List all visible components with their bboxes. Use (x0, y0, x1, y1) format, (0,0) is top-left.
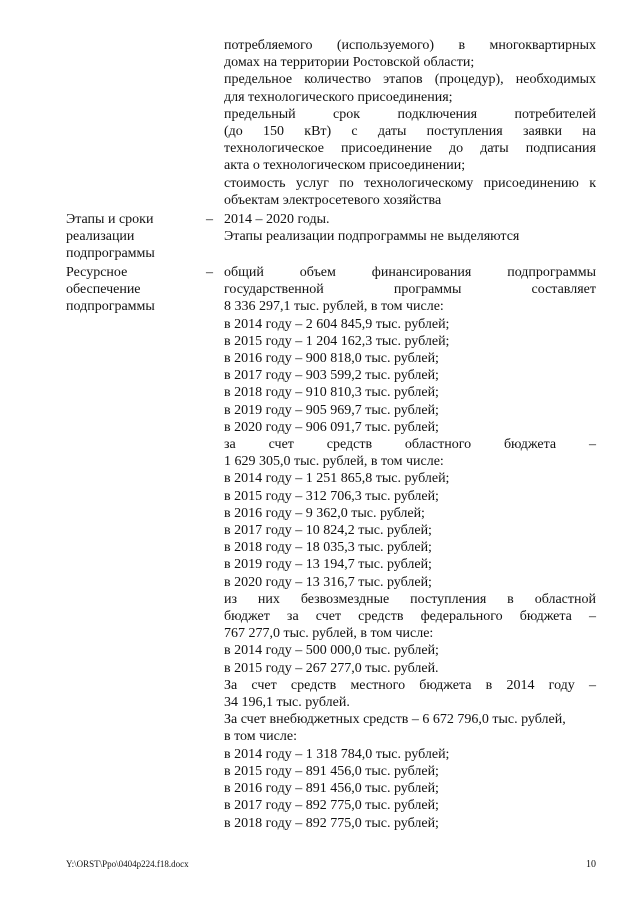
text-line: общий объем финансирования подпрограммы (224, 265, 596, 280)
text-line: в 2018 году – 18 035,3 тыс. рублей; (224, 540, 432, 556)
stages-dash: – (206, 212, 213, 227)
text-line: в 2020 году – 906 091,7 тыс. рублей; (224, 419, 439, 435)
text-line: За счет средств местного бюджета в 2014 году – (224, 677, 596, 693)
text-line: в 2015 году – 891 456,0 тыс. рублей; (224, 763, 439, 779)
text-line: 2014 – 2020 годы. (224, 212, 330, 227)
text-line: в 2014 году – 1 251 865,8 тыс. рублей; (224, 471, 450, 487)
text-line: в 2017 году – 892 775,0 тыс. рублей; (224, 798, 439, 814)
text-line: Этапы реализации подпрограммы не выделяются (224, 229, 520, 245)
text-line: предельный срок подключения потребителей (224, 106, 596, 122)
label-line: реализации (66, 229, 135, 245)
stages-text (224, 211, 596, 245)
text-line: 1 629 305,0 тыс. рублей, в том числе: (224, 454, 444, 470)
text-line: (до 150 кВт) с даты поступления заявки на (224, 124, 596, 140)
text-line: в том числе: (224, 729, 297, 745)
text-line: государственной программы составляет (224, 282, 596, 298)
text-line: в 2016 году – 9 362,0 тыс. рублей; (224, 505, 425, 521)
label-line: подпрограммы (66, 299, 155, 315)
text-line: стоимость услуг по технологическому присоединению к (224, 175, 596, 191)
text-line: потребляемого (используемого) в многоквартирных (224, 38, 596, 53)
text-line: предельное количество этапов (процедур), необходимых (224, 72, 596, 88)
text-line: 34 196,1 тыс. рублей. (224, 695, 350, 711)
text-line: в 2016 году – 891 456,0 тыс. рублей; (224, 781, 439, 797)
text-line: в 2020 году – 13 316,7 тыс. рублей; (224, 574, 432, 590)
text-line: акта о технологическом присоединении; (224, 158, 466, 174)
footer-file-path: Y:\ORST\Ppo\0404p224.f18.docx (66, 859, 189, 869)
text-line: за счет средств областного бюджета – (224, 437, 596, 453)
text-line: в 2015 году – 1 204 162,3 тыс. рублей; (224, 333, 450, 349)
text-line: в 2017 году – 903 599,2 тыс. рублей; (224, 368, 439, 384)
text-line: в 2018 году – 910 810,3 тыс. рублей; (224, 385, 439, 401)
text-line: для технологического присоединения; (224, 89, 453, 105)
text-line: в 2017 году – 10 824,2 тыс. рублей; (224, 523, 432, 539)
continuation-text (224, 37, 596, 209)
text-line: бюджет за счет средств федерального бюджета – (224, 609, 596, 625)
text-line: в 2015 году – 312 706,3 тыс. рублей; (224, 488, 439, 504)
text-line: в 2014 году – 500 000,0 тыс. рублей; (224, 643, 439, 659)
resources-label (66, 264, 206, 316)
text-line: в 2014 году – 2 604 845,9 тыс. рублей; (224, 316, 450, 332)
stages-label (66, 211, 206, 263)
text-line: в 2019 году – 13 194,7 тыс. рублей; (224, 557, 432, 573)
resources-dash: – (206, 265, 213, 280)
label-line: Ресурсное (66, 265, 128, 280)
text-line: 767 277,0 тыс. рублей, в том числе: (224, 626, 434, 642)
text-line: в 2016 году – 900 818,0 тыс. рублей; (224, 351, 439, 367)
text-line: в 2019 году – 905 969,7 тыс. рублей; (224, 402, 439, 418)
text-line: из них безвозмездные поступления в областной (224, 591, 596, 607)
text-line: объектам электросетевого хозяйства (224, 192, 442, 208)
label-line: Этапы и сроки (66, 212, 154, 227)
page-number: 10 (586, 859, 596, 870)
resources-text (224, 264, 596, 832)
text-line: технологическое присоединение до даты подписания (224, 141, 596, 157)
text-line: в 2014 году – 1 318 784,0 тыс. рублей; (224, 746, 450, 762)
text-line: домах на территории Ростовской области; (224, 55, 475, 71)
text-line: 8 336 297,1 тыс. рублей, в том числе: (224, 299, 444, 315)
text-line: в 2018 году – 892 775,0 тыс. рублей; (224, 815, 439, 831)
label-line: обеспечение (66, 282, 141, 298)
text-line: За счет внебюджетных средств – 6 672 796,0 тыс. рублей, (224, 712, 566, 728)
text-line: в 2015 году – 267 277,0 тыс. рублей. (224, 660, 439, 676)
label-line: подпрограммы (66, 246, 155, 262)
